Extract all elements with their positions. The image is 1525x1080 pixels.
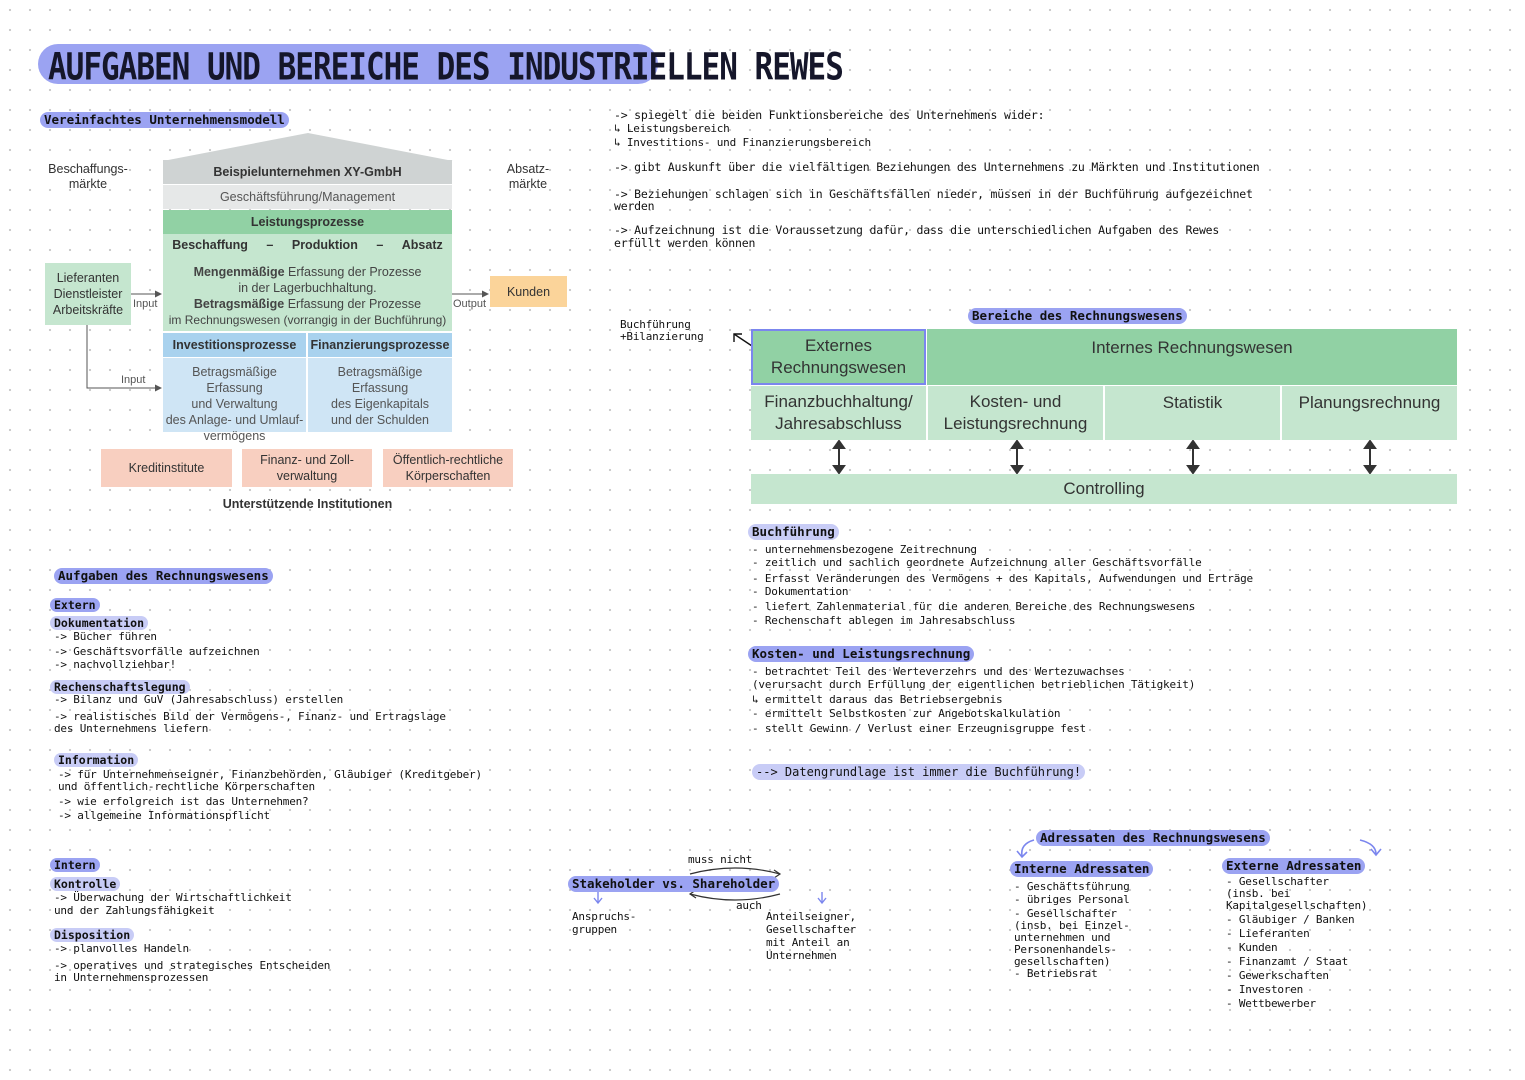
cost-accounting-item: - ermittelt Selbstkosten zur Angebotskalkulation [752, 707, 1061, 720]
external-addressee: - Kunden [1226, 941, 1278, 954]
bookkeeping-item: - Rechenschaft ablegen im Jahresabschluss [752, 614, 1016, 627]
note-line: werden [614, 199, 655, 213]
shareholder-definition: Anteilseigner, Gesellschafter mit Anteil an Unternehmen [766, 910, 856, 962]
flow-step-production: Produktion [291, 238, 358, 252]
note-line: ↳ Investitions- und Finanzierungsbereich [614, 136, 871, 149]
suppliers-box: Lieferanten Dienstleister Arbeitskräfte [45, 263, 131, 325]
note-line: erfüllt werden können [614, 236, 756, 250]
external-addressees-heading: Externe Adressaten [1222, 858, 1365, 874]
external-addressee: - Investoren [1226, 983, 1304, 996]
institution-public: Öffentlich-rechtliche Körperschaften [383, 449, 513, 487]
institution-tax: Finanz- und Zoll- verwaltung [242, 449, 372, 487]
external-addressee: - Gewerkschaften [1226, 969, 1329, 982]
investment-processes-text: Betragsmäßige Erfassung und Verwaltung des Anlage- und Umlauf- vermögens [163, 358, 306, 432]
note-line: -> Beziehungen schlagen sich in Geschäftsfällen nieder, müssen in der Buchführung aufgezeichnet [614, 187, 1253, 201]
areas-heading: Bereiche des Rechnungswesens [968, 308, 1187, 324]
input-label: Input [133, 298, 158, 310]
bookkeeping-item: - unternehmensbezogene Zeitrechnung [752, 543, 977, 556]
external-addressee: - Gläubiger / Banken [1226, 913, 1355, 926]
bookkeeping-heading: Buchführung [748, 524, 839, 540]
external-addressee: - Finanzamt / Staat [1226, 955, 1349, 968]
sub-area-statistics: Statistik [1105, 386, 1280, 440]
external-addressee: Kapitalgesellschaften) [1226, 899, 1368, 912]
information-item: und öffentlich-rechtliche Körperschaften [58, 780, 315, 793]
documentation-item: -> Bücher führen [54, 630, 157, 643]
external-accounting-cell: Externes Rechnungswesen [751, 329, 926, 385]
internal-addressee: - übriges Personal [1014, 893, 1130, 906]
internal-accounting-cell: Internes Rechnungswesen [927, 329, 1457, 385]
amount-line2: im Rechnungswesen (vorrangig in der Buchführung) [168, 313, 447, 327]
also-label: auch [736, 899, 762, 912]
controlling-cell: Controlling [751, 474, 1457, 504]
information-item: -> wie erfolgreich ist das Unternehmen? [58, 795, 309, 808]
disposition-item: -> planvolles Handeln [54, 942, 189, 955]
control-item: und der Zahlungsfähigkeit [54, 904, 215, 917]
model-arrows [0, 0, 600, 420]
disposition-item: -> operatives und strategisches Entscheiden [54, 959, 331, 972]
accountability-item: -> realistisches Bild der Vermögens-, Finanz- und Ertragslage [54, 710, 446, 723]
sub-area-cost: Kosten- und Leistungsrechnung [928, 386, 1103, 440]
investment-processes-header: Investitionsprozesse [163, 333, 306, 357]
sub-area-planning: Planungsrechnung [1282, 386, 1457, 440]
cost-accounting-item: - stellt Gewinn / Verlust einer Erzeugnisgruppe fest [752, 722, 1086, 735]
note-line: ↳ Leistungsbereich [614, 122, 730, 135]
control-item: -> Überwachung der Wirtschaftlichkeit [54, 891, 292, 904]
note-line: -> Aufzeichnung ist die Voraussetzung dafür, dass die unterschiedlichen Aufgaben des Rewes [614, 223, 1220, 237]
cost-accounting-item: (verursacht durch Erfüllung der eigentlichen betrieblichen Tätigkeit) [752, 678, 1196, 691]
sub-area-financial: Finanzbuchhaltung/ Jahresabschluss [751, 386, 926, 440]
note-line: -> gibt Auskunft über die vielfältigen Beziehungen des Unternehmens zu Märkten und Institutionen [614, 160, 1260, 174]
model-heading: Vereinfachtes Unternehmensmodell [40, 112, 289, 128]
documentation-item: -> nachvollziehbar! [54, 658, 177, 671]
external-addressee: - Gesellschafter [1226, 875, 1329, 888]
documentation-tag: Dokumentation [50, 616, 148, 630]
internal-addressee: unternehmen und [1014, 931, 1111, 944]
accountability-item: des Unternehmens liefern [54, 722, 209, 735]
flow-step-procurement: Beschaffung [172, 238, 248, 252]
tasks-heading: Aufgaben des Rechnungswesens [54, 568, 273, 584]
bookkeeping-item: - liefert Zahlenmaterial für die anderen Bereiche des Rechnungswesens [752, 600, 1196, 613]
bookkeeping-item: - zeitlich und sachlich geordnete Aufzeichnung aller Geschäftsvorfälle [752, 556, 1202, 569]
cost-accounting-heading: Kosten- und Leistungsrechnung [748, 646, 974, 662]
internal-addressee: - Betriebsrat [1014, 967, 1098, 980]
stakeholder-shareholder-title: Stakeholder vs. Shareholder [568, 876, 779, 892]
cost-accounting-item: ↳ ermittelt daraus das Betriebsergebnis [752, 693, 1003, 706]
internal-tag: Intern [50, 858, 100, 872]
information-tag: Information [54, 753, 138, 767]
institution-banks: Kreditinstitute [101, 449, 232, 487]
accountability-tag: Rechenschaftslegung [50, 680, 190, 694]
data-basis-note: --> Datengrundlage ist immer die Buchführung! [752, 764, 1085, 780]
input-label-secondary: Input [121, 374, 146, 386]
accountability-item: -> Bilanz und GuV (Jahresabschluss) erstellen [54, 693, 344, 706]
bookkeeping-item: - Erfasst Veränderungen des Vermögens + des Kapitals, Aufwendungen und Erträge [752, 572, 1253, 585]
performance-processes-header: Leistungsprozesse [163, 210, 452, 234]
external-tag: Extern [50, 598, 100, 612]
sales-markets-label: Absatz- märkte [506, 162, 550, 191]
stakeholder-definition: Anspruchs- gruppen [572, 910, 637, 936]
stakeholder-down-arrows [590, 890, 830, 908]
internal-addressee: gesellschaften) [1014, 955, 1111, 968]
note-line: -> spiegelt die beiden Funktionsbereiche des Unternehmens wider: [614, 108, 1045, 122]
internal-addressee: (insb. bei Einzel- [1014, 919, 1130, 932]
institutions-caption: Unterstützende Institutionen [222, 497, 393, 511]
quantity-bold: Mengenmäßige [193, 265, 285, 279]
disposition-tag: Disposition [50, 928, 134, 942]
quantity-rest: Erfassung der Prozesse [284, 265, 422, 279]
financing-processes-header: Finanzierungsprozesse [308, 333, 452, 357]
flow-dash: – [376, 238, 384, 252]
output-label: Output [453, 298, 487, 310]
internal-addressees-heading: Interne Adressaten [1010, 861, 1153, 877]
information-item: -> für Unternehmenseigner, Finanzbehörden, Gläubiger (Kreditgeber) [58, 768, 482, 781]
procurement-markets-label: Beschaffungs- märkte [48, 162, 128, 191]
documentation-item: -> Geschäftsvorfälle aufzeichnen [54, 645, 260, 658]
disposition-item: in Unternehmensprozessen [54, 971, 209, 984]
external-addressee: (insb. bei [1226, 887, 1291, 900]
page-title: AUFGABEN UND BEREICHE DES INDUSTRIELLEN REWES [48, 46, 843, 90]
flow-step-sales: Absatz [401, 238, 443, 252]
external-addressee: - Wettbewerber [1226, 997, 1316, 1010]
internal-addressee: - Geschäftsführung [1014, 880, 1130, 893]
amount-rest: Erfassung der Prozesse [284, 297, 422, 311]
internal-addressee: Personenhandels- [1014, 943, 1117, 956]
bookkeeping-item: - Dokumentation [752, 585, 849, 598]
internal-addressee: - Gesellschafter [1014, 907, 1117, 920]
bookkeeping-annotation: Buchführung +Bilanzierung [620, 318, 704, 343]
cost-accounting-item: - betrachtet Teil des Werteverzehrs und des Wertezuwachses [752, 665, 1125, 678]
control-tag: Kontrolle [50, 877, 120, 891]
controlling-arrows [750, 440, 1460, 474]
external-addressee: - Lieferanten [1226, 927, 1310, 940]
information-item: -> allgemeine Informationspflicht [58, 809, 270, 822]
management-row: Geschäftsführung/Management [163, 185, 452, 209]
quantity-line2: in der Lagerbuchhaltung. [238, 281, 377, 295]
financing-processes-text: Betragsmäßige Erfassung des Eigenkapitals und der Schulden [308, 358, 452, 432]
amount-bold: Betragsmäßige [193, 297, 285, 311]
flow-dash: – [266, 238, 274, 252]
company-name: Beispielunternehmen XY-GmbH [163, 160, 452, 184]
addressees-heading: Adressaten des Rechnungswesens [1036, 830, 1270, 846]
customers-box: Kunden [490, 276, 567, 307]
must-not-label: muss nicht [688, 853, 753, 866]
